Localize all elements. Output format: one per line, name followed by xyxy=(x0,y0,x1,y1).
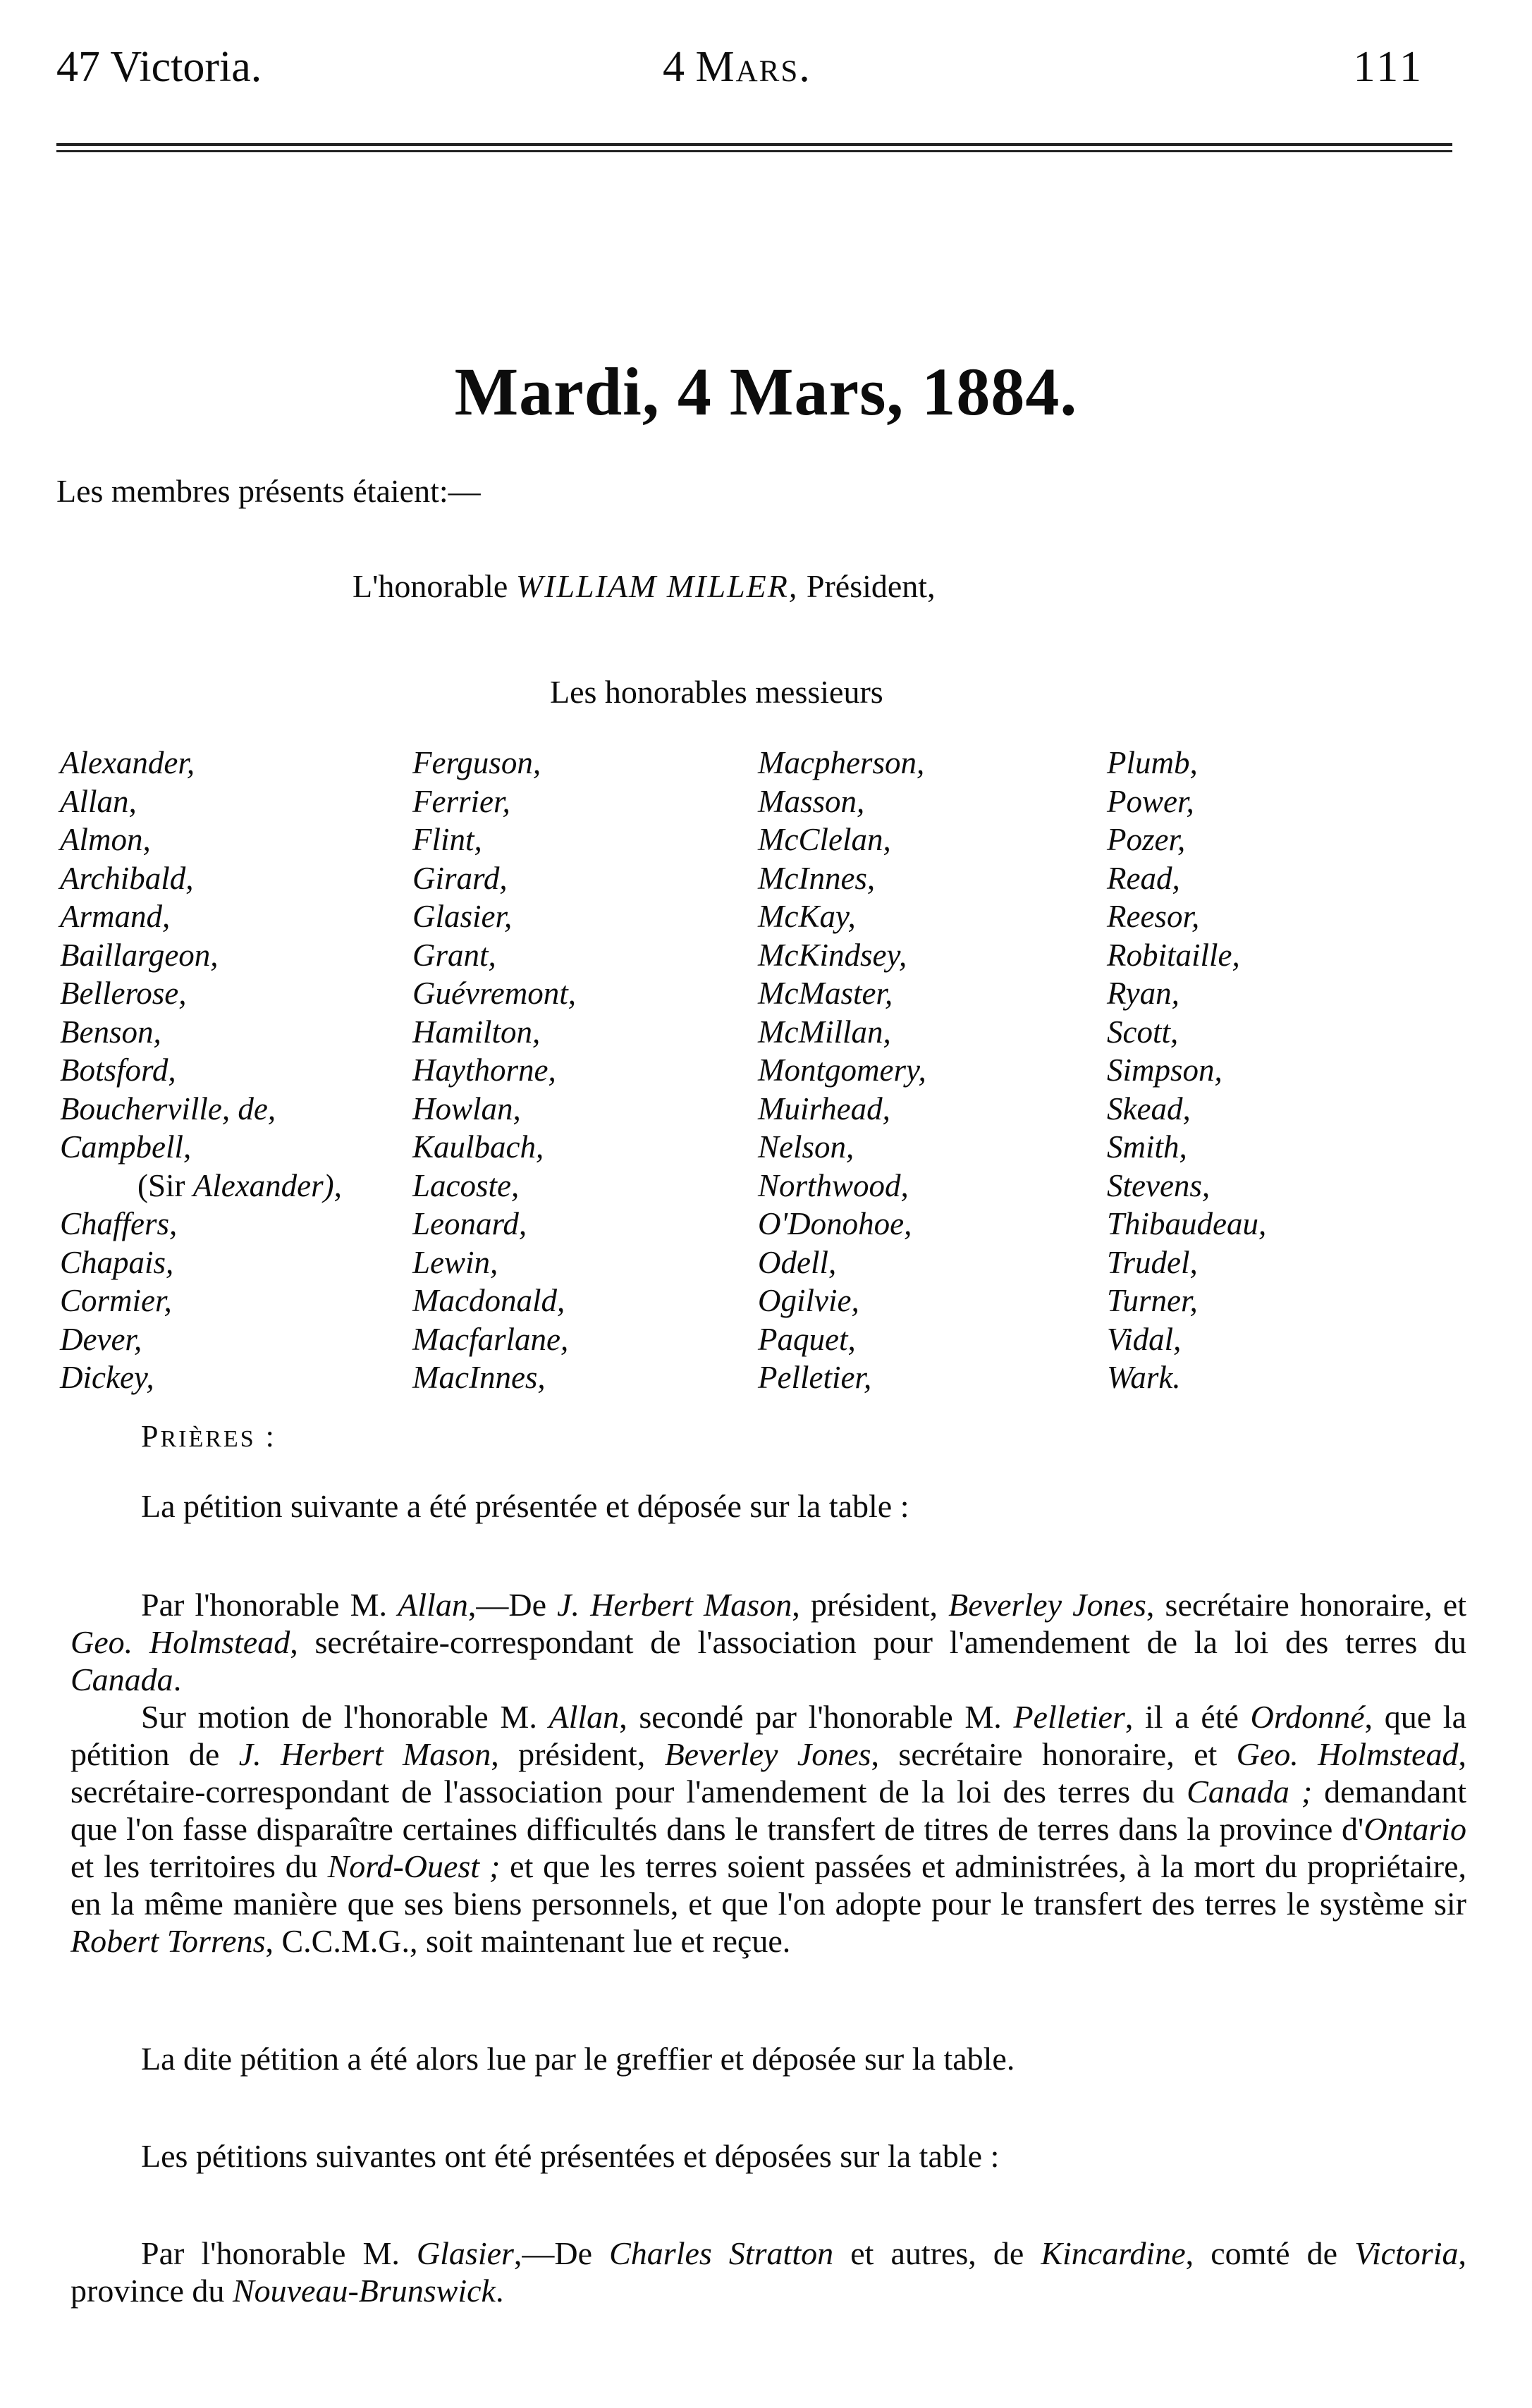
text-run: et autres, de xyxy=(833,2235,1041,2271)
president-line xyxy=(353,567,936,605)
italic-name: Charles Stratton xyxy=(609,2235,834,2271)
member-name: Haythorne, xyxy=(412,1052,556,1088)
member-name: Glasier, xyxy=(412,899,513,934)
text-run: , secondé par l'honorable M. xyxy=(619,1699,1014,1735)
italic-name: Kincardine xyxy=(1041,2235,1186,2271)
text-run: et les territoires du xyxy=(71,1848,328,1884)
member-name: O'Donohoe, xyxy=(758,1206,912,1241)
member-name: Odell, xyxy=(758,1244,837,1280)
member-name: Ryan, xyxy=(1107,976,1179,1011)
qualifier-name: Alexander), xyxy=(192,1167,342,1203)
italic-name: Ontario xyxy=(1364,1811,1466,1847)
member-name: Alexander, xyxy=(60,745,195,780)
text-run: . xyxy=(495,2273,504,2309)
italic-name: Glasier xyxy=(416,2235,514,2271)
petition-read-paragraph: La dite pétition a été alors lue par le greffier et déposée sur la table. xyxy=(141,2041,1015,2077)
member-name: Allan, xyxy=(60,783,137,819)
text-run: ,—De xyxy=(467,1587,558,1623)
president-role: Président, xyxy=(806,568,936,604)
member-name-qualifier xyxy=(60,1167,342,1205)
member-name: Ferrier, xyxy=(412,783,510,819)
member-name: Montgomery, xyxy=(758,1052,926,1088)
member-name: Power, xyxy=(1107,783,1194,819)
member-name: McKindsey, xyxy=(758,937,907,973)
member-name: Simpson, xyxy=(1107,1052,1222,1088)
member-name: Hamilton, xyxy=(412,1014,541,1050)
member-name: Girard, xyxy=(412,860,508,896)
member-name: Ferguson, xyxy=(412,745,541,780)
text-run: , secrétaire honoraire, et xyxy=(871,1736,1237,1772)
header-month: Mars. xyxy=(695,43,811,91)
member-name: Howlan, xyxy=(412,1091,521,1126)
text-run: , secrétaire-correspondant de l'association pour l'amendement de la loi des terres du xyxy=(71,1736,1466,1810)
member-name: Muirhead, xyxy=(758,1091,890,1126)
text-run: et que les terres soient passées et administrées, à la mort du propriétaire, en la même manière que ses biens personnels, et que l'on adopte pour le transfert des terres le système sir xyxy=(71,1848,1466,1922)
petition-intro-plural: Les pétitions suivantes ont été présentées et déposées sur la table : xyxy=(141,2138,1000,2174)
member-name: Macpherson, xyxy=(758,745,925,780)
member-name: Botsford, xyxy=(60,1052,176,1088)
member-name: Almon, xyxy=(60,822,151,857)
member-name: Grant, xyxy=(412,937,496,973)
motion-paragraph xyxy=(71,1698,1466,1960)
president-prefix: L'honorable xyxy=(353,568,508,604)
member-name: Masson, xyxy=(758,783,865,819)
italic-name: Victoria xyxy=(1354,2235,1459,2271)
italic-name: J. Herbert Mason xyxy=(557,1587,792,1623)
italic-name: Pelletier xyxy=(1013,1699,1125,1735)
header-date xyxy=(663,42,811,92)
member-name: Robitaille, xyxy=(1107,937,1240,973)
member-name: Lewin, xyxy=(412,1244,498,1280)
text-run: demandant que l'on fasse disparaître certaines difficultés dans le transfert de titres de terres dans la province d' xyxy=(71,1774,1466,1847)
member-name: Bellerose, xyxy=(60,976,187,1011)
member-name: Pelletier, xyxy=(758,1360,872,1395)
member-name: Benson, xyxy=(60,1014,161,1050)
petition-paragraph-allan xyxy=(71,1586,1466,1698)
member-name: Wark. xyxy=(1107,1360,1181,1395)
member-name: McClelan, xyxy=(758,822,891,857)
members-column-2 xyxy=(412,744,576,1397)
member-name: Dever, xyxy=(60,1321,142,1357)
running-head xyxy=(56,42,1452,113)
honorables-heading: Les honorables messieurs xyxy=(550,674,883,710)
text-run: Par l'honorable M. xyxy=(141,2235,417,2271)
text-run: , président, xyxy=(792,1587,949,1623)
italic-name: J. Herbert Mason xyxy=(238,1736,491,1772)
member-name: Boucherville, de, xyxy=(60,1091,276,1126)
text-run: , comté de xyxy=(1185,2235,1355,2271)
members-column-3 xyxy=(758,744,926,1397)
member-name: Read, xyxy=(1107,860,1180,896)
text-run: , province du xyxy=(71,2235,1466,2309)
member-name: Ogilvie, xyxy=(758,1283,859,1318)
text-run: Par l'honorable M. xyxy=(141,1587,398,1623)
header-rule-bottom xyxy=(56,150,1452,152)
member-name: Leonard, xyxy=(412,1206,527,1241)
member-name: Guévremont, xyxy=(412,976,577,1011)
member-name: Reesor, xyxy=(1107,899,1200,934)
member-name: Cormier, xyxy=(60,1283,172,1318)
italic-name: Allan xyxy=(398,1587,468,1623)
members-intro: Les membres présents étaient:— xyxy=(56,473,481,509)
session-label: 47 Victoria. xyxy=(56,43,262,91)
text-run: . xyxy=(173,1661,182,1697)
italic-name: Canada ; xyxy=(1187,1774,1313,1810)
member-name: Baillargeon, xyxy=(60,937,219,973)
italic-name: Allan xyxy=(549,1699,620,1735)
italic-name: Beverley Jones xyxy=(664,1736,871,1772)
text-run: Sur motion de l'honorable M. xyxy=(141,1699,549,1735)
member-name: McMaster, xyxy=(758,976,893,1011)
petition-intro-singular: La pétition suivante a été présentée et déposée sur la table : xyxy=(141,1488,909,1524)
prayers-initial: P xyxy=(141,1419,161,1454)
text-run: ,—De xyxy=(513,2235,610,2271)
member-name: Macfarlane, xyxy=(412,1321,569,1357)
text-run: , il a été xyxy=(1125,1699,1251,1735)
header-rule-top xyxy=(56,143,1452,146)
member-name: Archibald, xyxy=(60,860,194,896)
italic-name: Robert Torrens xyxy=(71,1923,266,1959)
text-run: , C.C.M.G., soit maintenant lue et reçue. xyxy=(265,1923,791,1959)
member-name: Trudel, xyxy=(1107,1244,1198,1280)
italic-name: Nord-Ouest ; xyxy=(327,1848,501,1884)
member-name: Scott, xyxy=(1107,1014,1179,1050)
member-name: Pozer, xyxy=(1107,822,1186,857)
member-name: MacInnes, xyxy=(412,1360,546,1395)
member-name: Smith, xyxy=(1107,1129,1187,1165)
member-name: McKay, xyxy=(758,899,856,934)
qualifier-prefix: (Sir xyxy=(137,1167,185,1203)
member-name: Stevens, xyxy=(1107,1167,1211,1203)
header-day: 4 xyxy=(663,43,685,91)
members-column-4 xyxy=(1107,744,1266,1397)
member-name: Kaulbach, xyxy=(412,1129,544,1165)
member-name: Turner, xyxy=(1107,1283,1198,1318)
text-run: , que la pétition de xyxy=(71,1699,1467,1772)
member-name: Macdonald, xyxy=(412,1283,565,1318)
member-name: Chapais, xyxy=(60,1244,174,1280)
text-run: , président, xyxy=(491,1736,665,1772)
member-name: Northwood, xyxy=(758,1167,909,1203)
prayers-heading xyxy=(141,1418,276,1454)
italic-name: Canada xyxy=(71,1661,173,1697)
italic-name: Beverley Jones xyxy=(948,1587,1146,1623)
member-name: McMillan, xyxy=(758,1014,891,1050)
member-name: McInnes, xyxy=(758,860,876,896)
member-name: Nelson, xyxy=(758,1129,854,1165)
italic-name: Ordonné xyxy=(1250,1699,1365,1735)
petition-paragraph-glasier xyxy=(71,2235,1466,2309)
member-name: Paquet, xyxy=(758,1321,856,1357)
italic-name: Geo. Holmstead xyxy=(71,1624,290,1660)
sitting-date-title: Mardi, 4 Mars, 1884. xyxy=(454,354,1078,429)
member-name: Dickey, xyxy=(60,1360,154,1395)
member-name: Chaffers, xyxy=(60,1206,178,1241)
text-run: , secrétaire-correspondant de l'association pour l'amendement de la loi des terres du xyxy=(290,1624,1466,1660)
page-number: 111 xyxy=(1353,43,1424,91)
member-name: Lacoste, xyxy=(412,1167,520,1203)
members-column-1 xyxy=(60,744,342,1397)
text-run: , secrétaire honoraire, et xyxy=(1146,1587,1466,1623)
italic-name: Nouveau-Brunswick xyxy=(232,2273,496,2309)
member-name: Thibaudeau, xyxy=(1107,1206,1267,1241)
prayers-rest: RIÈRES xyxy=(160,1426,256,1452)
italic-name: Geo. Holmstead xyxy=(1236,1736,1459,1772)
prayers-colon: : xyxy=(255,1419,276,1454)
member-name: Skead, xyxy=(1107,1091,1191,1126)
member-name: Flint, xyxy=(412,822,482,857)
member-name: Vidal, xyxy=(1107,1321,1182,1357)
president-name: WILLIAM MILLER, xyxy=(515,568,799,604)
member-name: Armand, xyxy=(60,899,171,934)
member-name: Plumb, xyxy=(1107,745,1198,780)
member-name: Campbell, xyxy=(60,1129,192,1165)
